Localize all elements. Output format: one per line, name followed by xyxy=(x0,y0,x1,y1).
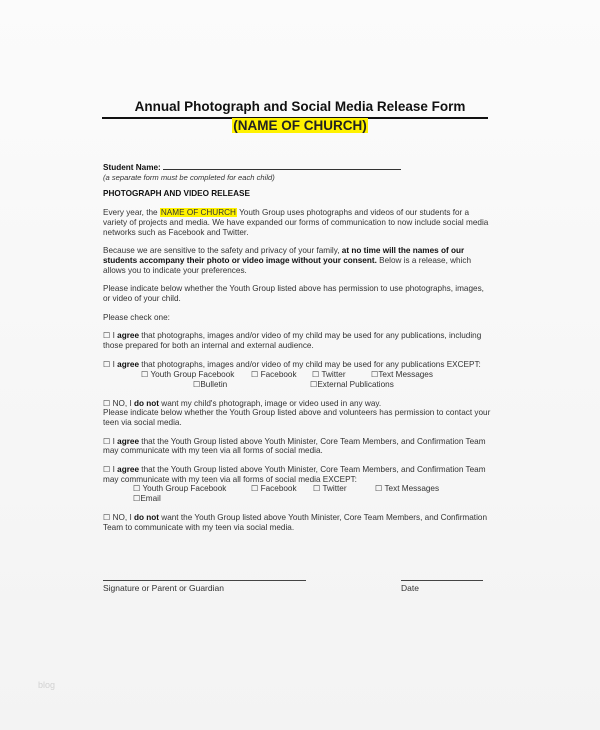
paragraph-privacy xyxy=(103,246,493,275)
church-name-title xyxy=(0,118,600,133)
paragraph-intro xyxy=(103,208,493,237)
opt3-rest: want my child's photograph, image or video used in any way. xyxy=(159,398,382,408)
social-except-options-row-2 xyxy=(103,494,493,504)
opt6-bold: do not xyxy=(134,513,160,523)
section-heading: PHOTOGRAPH AND VIDEO RELEASE xyxy=(103,189,250,199)
except-options-row-1 xyxy=(103,370,493,380)
church-name-inline: NAME OF CHURCH xyxy=(160,208,236,218)
checkbox-social-text-messages[interactable]: ☐ Text Messages xyxy=(375,484,440,494)
form-title: Annual Photograph and Social Media Release Form xyxy=(134,99,466,114)
privacy-text-a: Because we are sensitive to the safety and privacy of your family, xyxy=(103,246,342,256)
opt1-rest: that photographs, images and/or video of my child may be used for any publications, including those prepared for both an internal and external audience. xyxy=(103,331,482,351)
opt3-bold: do not xyxy=(134,398,160,408)
student-name-label: Student Name: xyxy=(103,163,161,172)
opt6-rest: want the Youth Group listed above Youth Minister, Core Team Members, and Confirmation Team to communicate with my teen via social media. xyxy=(103,513,488,533)
checkbox-facebook[interactable]: ☐ Facebook xyxy=(251,369,297,379)
checkbox-social-twitter[interactable]: ☐ Twitter xyxy=(313,484,347,494)
opt2-rest: that photographs, images and/or video of my child may be used for any publications EXCEPT: xyxy=(139,359,481,369)
student-name-row xyxy=(103,162,493,173)
checkbox-social-facebook[interactable]: ☐ Facebook xyxy=(251,484,297,494)
paragraph-social-permission: Please indicate below whether the Youth Group listed above and volunteers has permission to contact your teen via social media. xyxy=(103,408,491,427)
checkbox-social-agree-except[interactable]: ☐ I xyxy=(103,465,118,475)
opt1-bold: agree xyxy=(117,331,140,341)
opt2-bold: agree xyxy=(117,359,140,369)
checkbox-no-images[interactable]: ☐ NO, I xyxy=(103,398,134,408)
checkbox-agree-except[interactable]: ☐ I xyxy=(103,359,118,369)
option-social-no[interactable] xyxy=(103,513,493,532)
checkbox-agree-all[interactable]: ☐ I xyxy=(103,331,118,341)
watermark: blog xyxy=(38,680,56,690)
student-name-line[interactable] xyxy=(163,162,401,170)
separate-form-note: (a separate form must be completed for each child) xyxy=(103,172,275,182)
intro-text-a: Every year, the xyxy=(103,208,160,218)
date-label: Date xyxy=(401,583,419,593)
except-options-row-2 xyxy=(103,380,493,390)
signature-line[interactable] xyxy=(103,580,306,581)
church-name-highlight: (NAME OF CHURCH) xyxy=(233,118,367,133)
date-block xyxy=(401,580,483,593)
option-agree-except[interactable] xyxy=(103,360,493,370)
signature-label: Signature or Parent or Guardian xyxy=(103,583,224,593)
date-line[interactable] xyxy=(401,580,483,581)
option-no-images[interactable] xyxy=(103,399,493,409)
form-body xyxy=(103,162,493,533)
checkbox-social-youth-facebook[interactable]: ☐ Youth Group Facebook xyxy=(133,484,227,494)
opt5-rest: that the Youth Group listed above Youth Minister, Core Team Members, and Confirmation Team may communicate with my teen via all forms of social media EXCEPT: xyxy=(103,465,486,484)
paragraph-permission: Please indicate below whether the Youth Group listed above has permission to use photographs, images, or video of your child. xyxy=(103,284,484,304)
checkbox-social-email[interactable]: ☐Email xyxy=(133,494,161,504)
intro-text-b: Youth Group uses photographs and videos of our students for a variety of projects and media. We have expanded our forms of communication to now include social media networks such as Facebook and Twitter. xyxy=(103,208,489,237)
signature-block xyxy=(103,580,306,593)
privacy-bold: at no time will the names of our students accompany their photo or video image without your consent. xyxy=(103,246,465,265)
paragraph-check-one: Please check one: xyxy=(103,312,170,322)
checkbox-text-messages[interactable]: ☐Text Messages xyxy=(371,369,433,379)
checkbox-social-no[interactable]: ☐ NO, I xyxy=(103,513,134,523)
checkbox-external-publications[interactable]: ☐External Publications xyxy=(310,379,394,389)
opt4-rest: that the Youth Group listed above Youth Minister, Core Team Members, and Confirmation Team may communicate with my teen via all forms of social media. xyxy=(103,436,486,456)
checkbox-twitter[interactable]: ☐ Twitter xyxy=(312,369,346,379)
opt4-bold: agree xyxy=(117,436,140,446)
option-social-agree-all[interactable] xyxy=(103,437,493,456)
option-agree-all[interactable] xyxy=(103,331,493,350)
social-except-options-row-1 xyxy=(103,484,493,494)
option-social-agree-except[interactable] xyxy=(103,465,493,484)
opt5-bold: agree xyxy=(117,465,140,475)
checkbox-bulletin[interactable]: ☐Bulletin xyxy=(193,379,228,389)
checkbox-social-agree-all[interactable]: ☐ I xyxy=(103,436,118,446)
privacy-text-b: Below is a release, which allows you to indicate your preferences. xyxy=(103,255,472,275)
checkbox-youth-facebook[interactable]: ☐ Youth Group Facebook xyxy=(141,369,235,379)
